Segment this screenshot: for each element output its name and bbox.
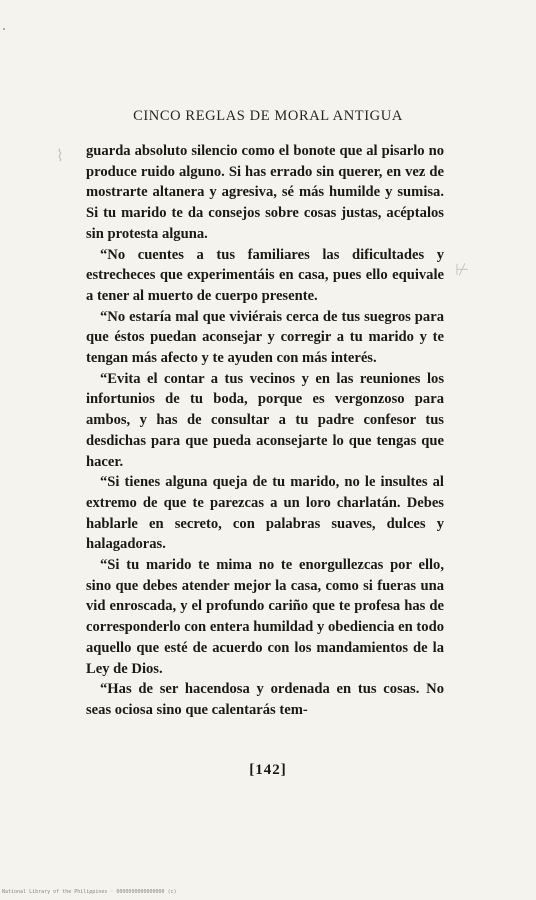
- paragraph: “Has de ser hacendosa y ordenada en tus cosas. No seas ociosa sino que calentarás tem-: [86, 681, 444, 718]
- paragraph: “Si tu marido te mima no te enorgullezcas por ello, sino que debes atender mejor la casa, como si fueras una vid enroscada, y el profundo cariño que te profesa has de corresponderlo con entera humildad y obediencia en todo aquello que esté de acuerdo con los mandamientos de la Ley de Dios.: [86, 557, 444, 677]
- running-head: CINCO REGLAS DE MORAL ANTIGUA: [133, 108, 403, 124]
- digitization-footer: National Library of the Philippines · 0000000000000000 (c): [2, 889, 177, 895]
- paragraph: “Si tienes alguna queja de tu marido, no le insultes al extremo de que te parezcas a un loro charlatán. Debes hablarle en secreto, con palabras suaves, dulces y halagadoras.: [86, 474, 444, 553]
- paragraph: guarda absoluto silencio como el bonote que al pisarlo no produce ruido alguno. Si has errado sin querer, en vez de mostrarte altanera y agresiva, sé más humilde y sumisa. Si tu marido te da consejos sobre cosas justas, acéptalos sin protesta alguna.: [86, 143, 444, 242]
- paragraph: “Evita el contar a tus vecinos y en las reuniones los infortunios de tu boda, porque es vergonzoso para ambos, y has de consultar a tu padre confesor tus desdichas para que pueda aconsejarte lo que tengas que hacer.: [86, 370, 444, 470]
- scan-speck: [3, 28, 5, 30]
- paragraph: “No cuentes a tus familiares las dificultades y estrecheces que experimentáis en casa, pues ello equivale a tener al muerto de cuerpo presente.: [86, 246, 444, 304]
- body-text: [86, 141, 444, 721]
- margin-pencil-mark: ⊬: [455, 260, 469, 279]
- page-number: [142]: [249, 762, 287, 778]
- margin-pencil-mark: ⌇: [56, 146, 64, 165]
- paragraph: “No estaría mal que viviérais cerca de tus suegros para que éstos puedan aconsejar y corregir a tu marido y te tengan más afecto y te ayuden con más interés.: [86, 308, 444, 367]
